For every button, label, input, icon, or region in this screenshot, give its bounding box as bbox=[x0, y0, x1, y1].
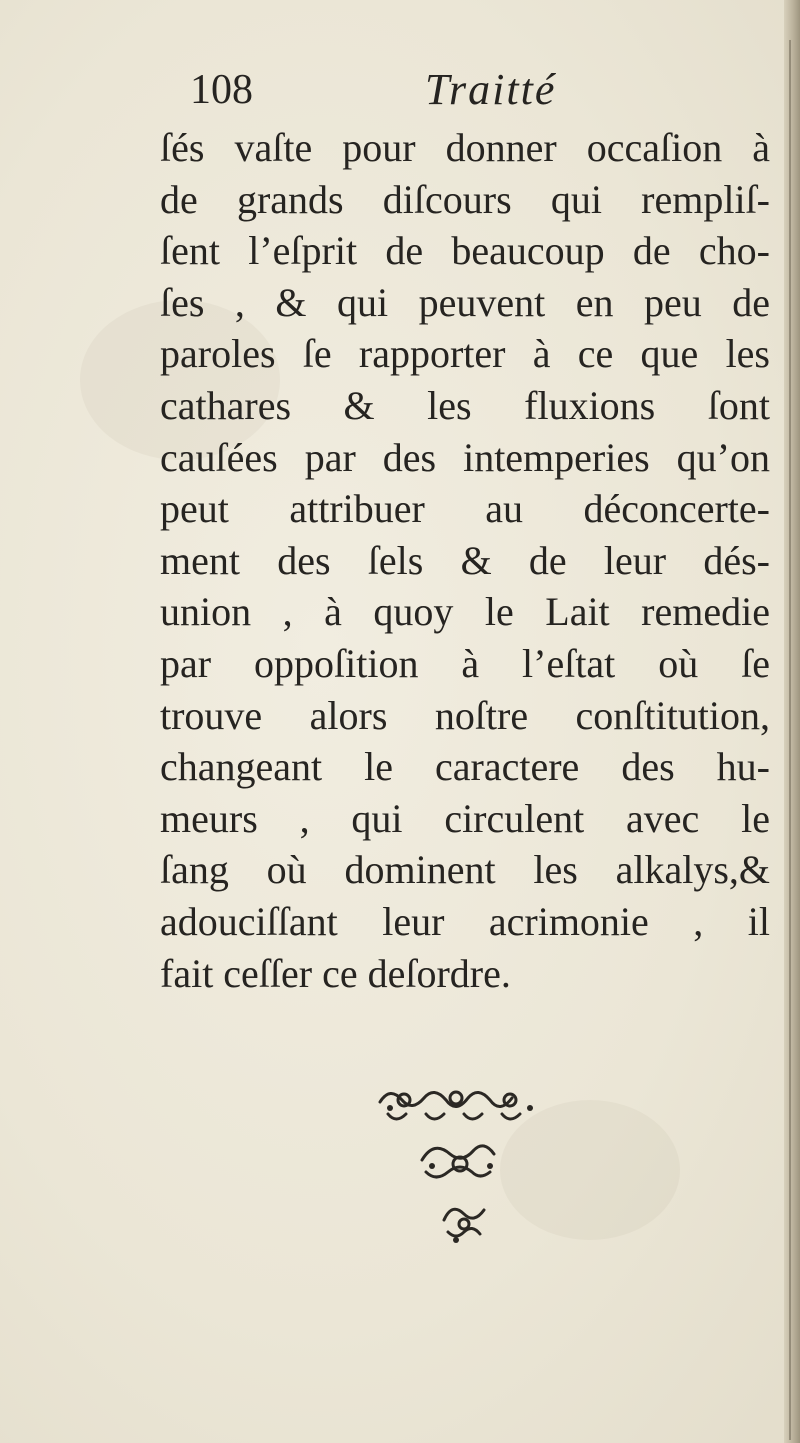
binding-gutter bbox=[784, 0, 800, 1443]
page-header bbox=[190, 60, 600, 120]
body-text bbox=[160, 122, 770, 999]
text-line: trouve alors noſtre conſtitution, bbox=[160, 692, 770, 738]
text-line: union , à quoy le Lait remedie bbox=[160, 589, 770, 635]
text-line: ſes , & qui peuvent en peu de bbox=[160, 279, 770, 325]
text-line: ſang où dominent les alkalys,& bbox=[160, 847, 770, 893]
text-line: de grands diſcours qui rempliſ- bbox=[160, 176, 770, 222]
text-line: par oppoſition à l’eſtat où ſe bbox=[160, 640, 770, 686]
text-line: fait ceſſer ce deſordre. bbox=[160, 950, 511, 996]
fleuron-tailpiece-icon bbox=[360, 1080, 560, 1260]
text-line: changeant le caractere des hu- bbox=[160, 744, 770, 790]
text-line: peut attribuer au déconcerte- bbox=[160, 486, 770, 532]
text-line: ment des ſels & de leur dés- bbox=[160, 537, 770, 583]
text-line: cauſées par des intemperies qu’on bbox=[160, 434, 770, 480]
text-line: paroles ſe rapporter à ce que les bbox=[160, 331, 770, 377]
text-line: adouciſſant leur acrimonie , il bbox=[160, 898, 770, 944]
gutter-shadow-line bbox=[789, 40, 791, 1440]
text-line: meurs , qui circulent avec le bbox=[160, 795, 770, 841]
text-line: ſent l’eſprit de beaucoup de cho- bbox=[160, 228, 770, 274]
text-line: ſés vaſte pour donner occaſion à bbox=[160, 125, 770, 170]
page-number: 108 bbox=[190, 67, 253, 113]
text-line: cathares & les fluxions ſont bbox=[160, 382, 770, 428]
running-title: Traitté bbox=[425, 65, 557, 114]
